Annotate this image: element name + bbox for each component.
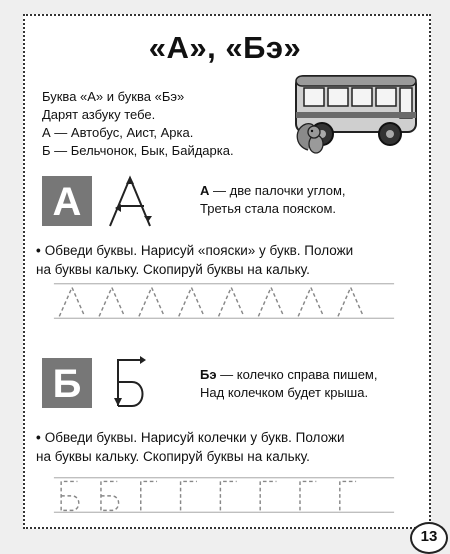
- rhyme-line: Над колечком будет крыша.: [200, 385, 369, 400]
- rhyme-line: — колечко справа пишем,: [216, 367, 378, 382]
- task-b-instruction: [36, 428, 416, 466]
- rhyme-letter: Бэ: [200, 367, 217, 382]
- letter-a-tracing-row: [36, 282, 412, 320]
- letter-b-tracing-row: [36, 476, 412, 514]
- task-a-instruction: [36, 241, 416, 279]
- rhyme-letter: А: [200, 183, 210, 198]
- letter-a-rhyme: [200, 182, 346, 218]
- letter-b-rhyme: [200, 366, 377, 402]
- poem-line: Б — Бельчонок, Бык, Байдарка.: [42, 143, 234, 158]
- page-title: «А», «Бэ»: [148, 30, 302, 65]
- letter-a-tile: А: [42, 176, 92, 226]
- poem-line: А — Автобус, Аист, Арка.: [42, 125, 194, 140]
- task-line: Обведи буквы. Нарисуй «пояски» у букв. Положи: [44, 243, 354, 258]
- letter-b-tile: Б: [42, 358, 92, 408]
- letter-a-stroke-guide: [104, 172, 160, 230]
- task-line: на буквы кальку. Скопируй буквы на кальку.: [36, 262, 310, 277]
- rhyme-line: — две палочки углом,: [209, 183, 346, 198]
- bullet-icon: •: [36, 243, 41, 258]
- rhyme-line: Третья стала пояском.: [200, 201, 337, 216]
- bullet-icon: •: [36, 430, 41, 445]
- poem-line: Дарят азбуку тебе.: [42, 107, 156, 122]
- page-number: 13: [410, 522, 448, 554]
- task-line: на буквы кальку. Скопируй буквы на кальку.: [36, 449, 310, 464]
- bus-illustration: [292, 72, 422, 156]
- letter-b-stroke-guide: [108, 354, 154, 410]
- poem: [42, 88, 234, 160]
- task-line: Обведи буквы. Нарисуй колечки у букв. Положи: [44, 430, 345, 445]
- poem-line: Буква «А» и буква «Бэ»: [42, 89, 185, 104]
